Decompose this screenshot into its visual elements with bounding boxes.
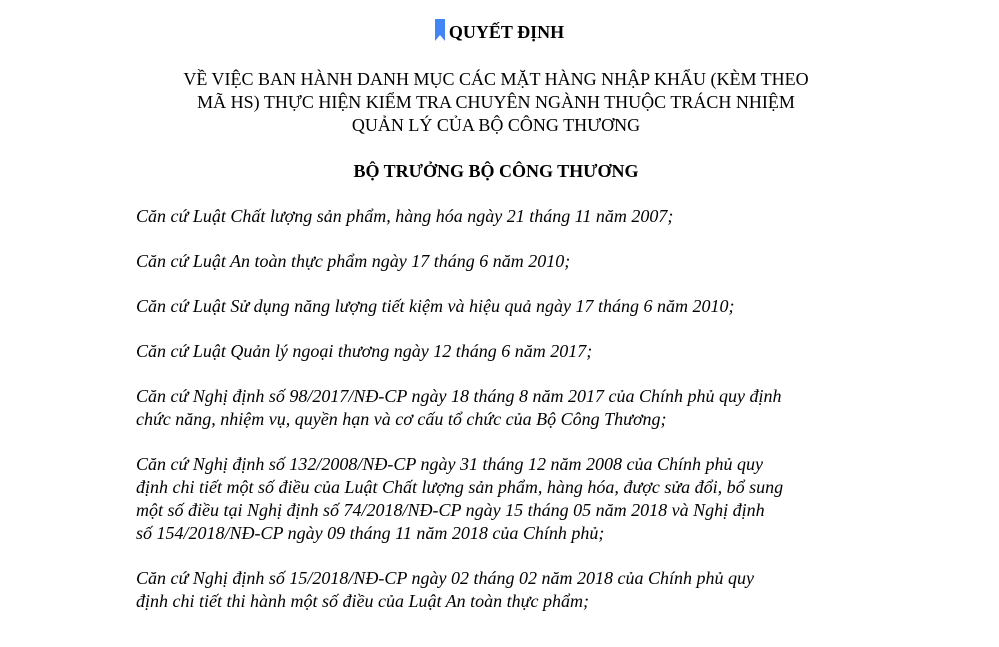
- legal-basis-line: Căn cứ Luật Sử dụng năng lượng tiết kiệm và hiệu quả ngày 17 tháng 6 năm 2010;: [136, 296, 735, 316]
- legal-basis-line: Căn cứ Luật Chất lượng sản phẩm, hàng hóa ngày 21 tháng 11 năm 2007;: [136, 206, 674, 226]
- legal-basis-item: [136, 205, 876, 228]
- legal-basis-line: Căn cứ Luật Quản lý ngoại thương ngày 12 tháng 6 năm 2017;: [136, 341, 593, 361]
- legal-basis-item: [136, 340, 876, 363]
- legal-basis-line: Căn cứ Nghị định số 15/2018/NĐ-CP ngày 02 tháng 02 năm 2018 của Chính phủ quy: [136, 568, 754, 588]
- subject-line: VỀ VIỆC BAN HÀNH DANH MỤC CÁC MẶT HÀNG NHẬP KHẨU (KÈM THEO: [183, 69, 809, 89]
- subject-line: MÃ HS) THỰC HIỆN KIỂM TRA CHUYÊN NGÀNH THUỘC TRÁCH NHIỆM: [197, 92, 795, 112]
- legal-basis-line: một số điều tại Nghị định số 74/2018/NĐ-CP ngày 15 tháng 05 năm 2018 và Nghị định: [136, 500, 765, 520]
- subject-line: QUẢN LÝ CỦA BỘ CÔNG THƯƠNG: [351, 115, 641, 135]
- legal-basis-line: số 154/2018/NĐ-CP ngày 09 tháng 11 năm 2018 của Chính phủ;: [136, 523, 605, 543]
- legal-basis-item: [136, 567, 876, 613]
- bookmark-icon[interactable]: [435, 19, 445, 41]
- legal-basis-line: Căn cứ Nghị định số 98/2017/NĐ-CP ngày 18 tháng 8 năm 2017 của Chính phủ quy định: [136, 386, 782, 406]
- legal-basis-line: chức năng, nhiệm vụ, quyền hạn và cơ cấu tổ chức của Bộ Công Thương;: [136, 409, 667, 429]
- issuing-authority: BỘ TRƯỞNG BỘ CÔNG THƯƠNG: [353, 161, 639, 181]
- document-title: QUYẾT ĐỊNH: [448, 22, 565, 42]
- legal-basis-item: [136, 385, 876, 431]
- legal-bases-list: [136, 205, 876, 635]
- document-heading: [0, 19, 999, 44]
- legal-basis-line: định chi tiết một số điều của Luật Chất lượng sản phẩm, hàng hóa, được sửa đổi, bổ sung: [136, 477, 784, 497]
- legal-basis-line: Căn cứ Nghị định số 132/2008/NĐ-CP ngày 31 tháng 12 năm 2008 của Chính phủ quy: [136, 454, 763, 474]
- legal-basis-item: [136, 453, 876, 545]
- legal-basis-item: [136, 250, 876, 273]
- document-subject: [140, 68, 852, 137]
- legal-basis-item: [136, 295, 876, 318]
- legal-basis-line: định chi tiết thi hành một số điều của Luật An toàn thực phẩm;: [136, 591, 589, 611]
- legal-basis-line: Căn cứ Luật An toàn thực phẩm ngày 17 tháng 6 năm 2010;: [136, 251, 571, 271]
